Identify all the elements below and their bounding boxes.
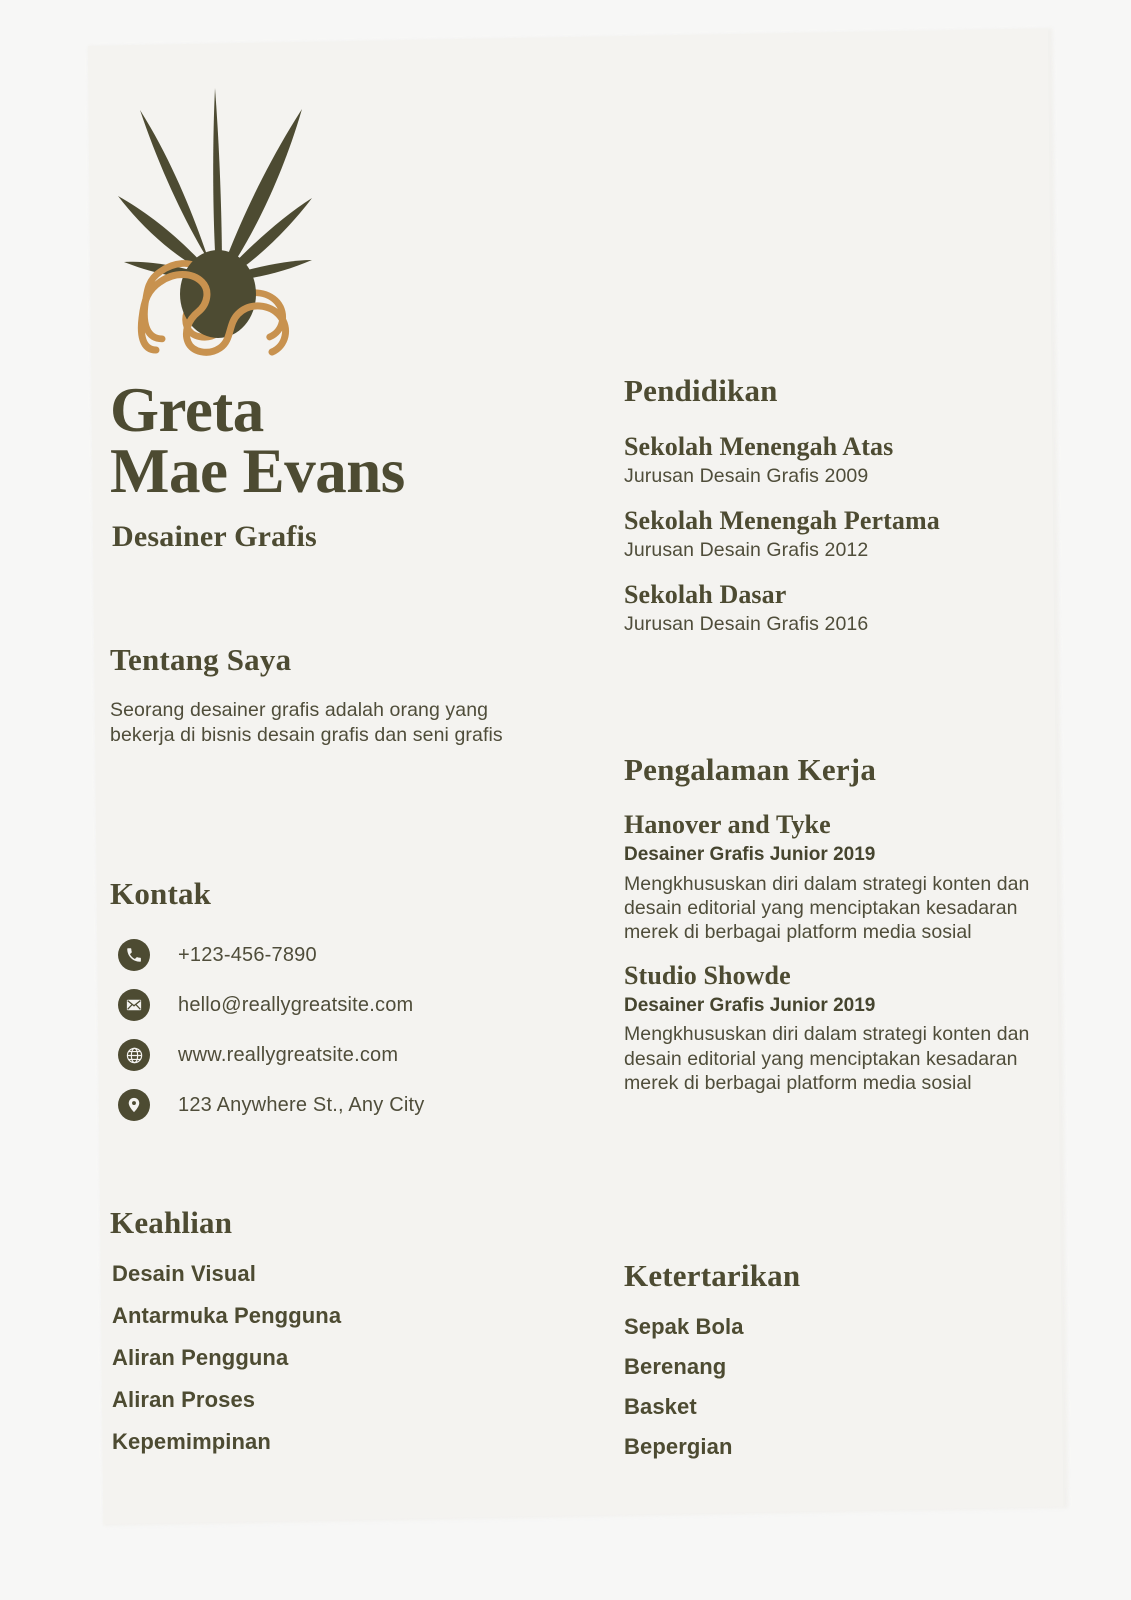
about-section-title: Tentang Saya (110, 642, 292, 677)
experience-position: Desainer Grafis Junior 2019 (624, 843, 876, 865)
list-item (624, 506, 1044, 563)
list-item: Basket (624, 1394, 697, 1419)
list-item: Aliran Proses (112, 1387, 256, 1412)
first-name: Greta (110, 375, 264, 445)
page-title (110, 375, 630, 507)
experience-company: Studio Showde (624, 960, 791, 990)
education-list (624, 432, 1044, 655)
contact-phone-value: +123-456-7890 (178, 943, 317, 966)
contact-row-phone[interactable] (118, 930, 548, 980)
contact-row-website[interactable] (118, 1030, 548, 1080)
list-item: Antarmuka Pengguna (112, 1303, 342, 1328)
education-school: Sekolah Dasar (624, 580, 787, 610)
globe-icon (118, 1039, 150, 1071)
education-school: Sekolah Menengah Pertama (624, 506, 940, 536)
list-item (624, 580, 1044, 637)
skills-section-title: Keahlian (110, 1205, 233, 1240)
list-item: Desain Visual (112, 1261, 256, 1286)
skills-list (112, 1263, 542, 1473)
interests-section-title: Ketertarikan (624, 1258, 801, 1293)
experience-company: Hanover and Tyke (624, 810, 831, 839)
list-item: Kepemimpinan (112, 1429, 271, 1454)
interests-list (624, 1316, 1024, 1476)
phone-icon (118, 939, 150, 971)
contact-row-address[interactable] (118, 1080, 548, 1130)
education-school: Sekolah Menengah Atas (624, 432, 894, 461)
about-section-text: Seorang desainer grafis adalah orang yang bekerja di bisnis desain grafis dan seni grafis (110, 699, 503, 746)
list-item (624, 961, 1039, 1096)
contact-email-value: hello@reallygreatsite.com (178, 993, 414, 1016)
education-detail: Jurusan Desain Grafis 2009 (624, 464, 869, 487)
job-role: Desainer Grafis (112, 520, 317, 553)
contact-row-email[interactable] (118, 980, 548, 1030)
list-item (624, 432, 1044, 489)
experience-list (624, 810, 1039, 1111)
list-item: Bepergian (624, 1434, 733, 1459)
location-pin-icon (118, 1089, 150, 1121)
education-detail: Jurusan Desain Grafis 2016 (624, 613, 869, 636)
envelope-icon (118, 989, 150, 1021)
experience-description: Mengkhususkan diri dalam strategi konten dan desain editorial yang menciptakan kesadaran merek di berbagai platform media sosial (624, 1023, 1030, 1095)
experience-description: Mengkhususkan diri dalam strategi konten dan desain editorial yang menciptakan kesadaran merek di berbagai platform media sosial (624, 872, 1030, 944)
experience-position: Desainer Grafis Junior 2019 (624, 994, 876, 1016)
contact-section-title: Kontak (110, 876, 212, 911)
contact-address-value: 123 Anywhere St., Any City (178, 1093, 425, 1116)
list-item: Berenang (624, 1354, 727, 1379)
plant-logo (112, 82, 312, 362)
list-item: Aliran Pengguna (112, 1345, 289, 1370)
experience-section-title: Pengalaman Kerja (624, 752, 877, 787)
last-name: Mae Evans (110, 436, 405, 507)
contact-website-value: www.reallygreatsite.com (178, 1043, 399, 1066)
education-section-title: Pendidikan (624, 373, 778, 408)
list-item (624, 810, 1039, 945)
contact-list (118, 930, 548, 1130)
list-item: Sepak Bola (624, 1314, 744, 1339)
education-detail: Jurusan Desain Grafis 2012 (624, 539, 869, 562)
